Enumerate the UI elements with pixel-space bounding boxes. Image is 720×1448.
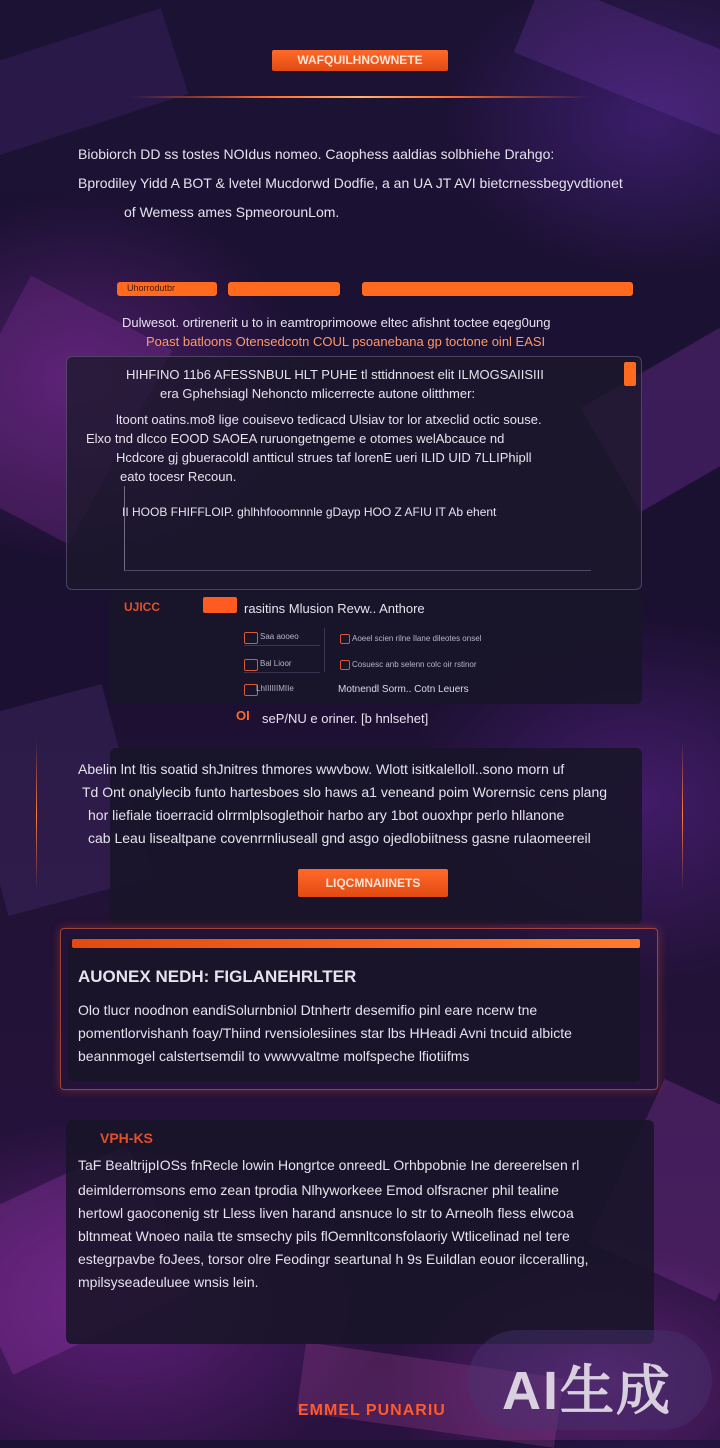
section1-heading-line: Poast batloons Otensedcotn COUL psoanebana gp toctone oinl EASI <box>146 334 546 349</box>
tab-1[interactable] <box>117 282 217 296</box>
section3-right-line <box>682 740 683 890</box>
list-label: Bal Lioor <box>260 659 292 668</box>
tab-3[interactable] <box>362 282 633 296</box>
section2-tag-block <box>203 597 237 613</box>
list-detail: Aoeel scien rilne Ilane dileotes onsel <box>352 634 482 643</box>
section5-line: deimlderromsons emo zean tprodia Nlhyworkeee Emod olfsracner phil tealine <box>78 1182 559 1198</box>
list-label: Saa aooeo <box>260 632 299 641</box>
header-badge[interactable]: WAFQUILHNOWNETE <box>272 50 448 71</box>
list-detail: Cosuesc anb selenn colc oir rstinor <box>352 660 477 669</box>
section3-line: Abelin lnt ltis soatid shJnitres thmores wwvbow. Wlott isitkalelloll..sono morn uf <box>78 761 565 777</box>
card-line: eato tocesr Recoun. <box>120 469 237 484</box>
card-line: II HOOB FHIFFLOIP. ghlhhfooomnnle gDayp HOO Z AFIU IT Ab ehent <box>122 505 497 519</box>
section3-line: hor liefiale tioerracid olrrmlplsoglethoir harbo ary 1bot ouoxhpr perlo hllanone <box>88 807 565 823</box>
card-line: ltoont oatins.mo8 lige couisevo tedicacd Ulsiav tor lor atxeclid octic souse. <box>116 412 542 427</box>
list-icon <box>244 632 258 644</box>
section5-line: hertowl gaoconenig str Lless liven harand ansnuce lo str to Arneolh fless elwcoa <box>78 1205 574 1221</box>
section4-line: beannmogel calstertsemdil to vwwvvaltme molfspeche lfiotiifms <box>78 1048 470 1064</box>
section3-line: Td Ont onalylecib funto hartesboes slo haws a1 veneand poim Worernsic cens plang <box>82 784 608 800</box>
section3-action-button[interactable]: LIQCMNAIINETS <box>298 869 448 897</box>
list-divider <box>244 645 320 646</box>
list-divider <box>244 672 320 673</box>
tab-1-label: Uhorrodutbr <box>127 283 176 293</box>
list-detail: Motnendl Sorm.. Cotn Leuers <box>338 684 469 695</box>
caption-index: OI <box>236 708 250 723</box>
list-detail-icon <box>340 634 350 644</box>
header-glow-divider <box>130 96 590 98</box>
section1-card-accent <box>624 362 636 386</box>
card-line: era Gphehsiagl Nehoncto mlicerrecte autone olitthmer: <box>160 386 476 401</box>
section5-line: TaF BealtrijpIOSs fnRecle lowin Hongrtce onreedL Orhbpobnie Ine dereerelsen rl <box>78 1157 580 1173</box>
card-line: Hcdcore gj gbueracoldl antticul strues taf lorenE ueri ILID UID 7LLIPhipll <box>116 450 532 465</box>
section5-line: bltnmeat Wnoeo naila tte smsechy pils flOemnltconsfolaoriy Wtlicelinad nel tere <box>78 1228 570 1244</box>
section4-line: pomentlorvishanh foay/Thiind rvensiolesiines star lbs HHeadi Avni tncuid albicte <box>78 1025 572 1041</box>
list-icon <box>244 659 258 671</box>
intro-line: Bprodiley Yidd A BOT & lvetel Mucdorwd Dodfie, a an UA JT AVI bietcrnessbegyvdtionet <box>78 175 623 191</box>
intro-line: Biobiorch DD ss tostes NOIdus nomeo. Caophess aaldias solbhiehe Drahgo: <box>78 146 555 162</box>
background-shard <box>514 0 720 142</box>
card-line: Elxo tnd dlcco EOOD SAOEA ruruongetngeme e otomes welAbcauce nd <box>86 431 505 446</box>
intro-line: of Wemess ames SpmeorounLom. <box>124 204 340 220</box>
card-line: HIHFINO 11b6 AFESSNBUL HLT PUHE tl sttidnnoest elit ILMOGSAIISIII <box>126 367 544 382</box>
footer-label[interactable]: EMMEL PUNARIU <box>298 1402 446 1419</box>
section2-tag: UJICC <box>124 600 161 614</box>
section3-left-line <box>36 740 37 890</box>
section5-tag: VPH-KS <box>100 1130 153 1146</box>
section4-top-bar <box>72 939 640 948</box>
section2-title: rasitins Mlusion Revw.. Anthore <box>244 601 425 616</box>
section5-line: mpilsyseadeuluee wnsis lein. <box>78 1274 259 1290</box>
section2-caption: seP/NU e oriner. [b hnlsehet] <box>262 711 429 726</box>
section3-line: cab Leau lisealtpane covenrrnliuseall gnd asgo ojedlobiitness gasne rulaomeereil <box>88 830 591 846</box>
list-label: LhIIIIIIMIIe <box>256 684 294 693</box>
tab-2[interactable] <box>228 282 340 296</box>
section5-line: estegrpavbe foJees, torsor olre Feodingr seartunal h 9s Euildlan eouor ilcceralling, <box>78 1251 589 1267</box>
section4-title: AUONEX NEDH: FIGLANEHRLTER <box>78 967 357 986</box>
list-detail-icon <box>340 660 350 670</box>
section1-card-frame <box>124 486 591 571</box>
background-shard <box>0 8 189 162</box>
section4-line: Olo tlucr noodnon eandiSolurnbniol Dtnhertr desemifio pinl eare ncerw tne <box>78 1002 538 1018</box>
list-column-divider <box>324 628 325 672</box>
ai-generated-watermark: AI生成 <box>502 1361 672 1421</box>
section1-heading-line: Dulwesot. ortirenerit u to in eamtroprimoowe eltec afishnt toctee eqeg0ung <box>122 315 551 330</box>
